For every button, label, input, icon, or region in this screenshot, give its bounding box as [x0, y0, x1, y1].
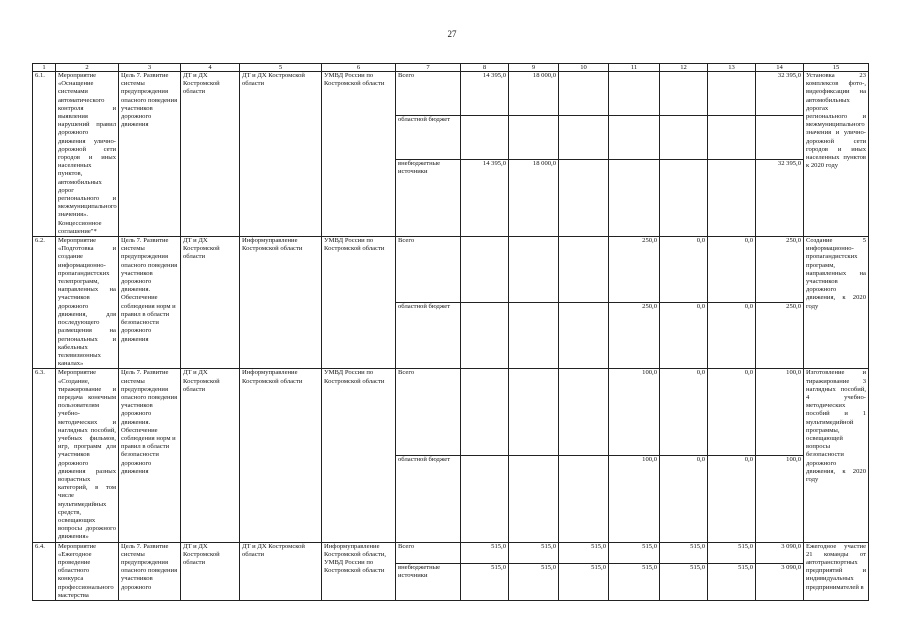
value-cell — [559, 160, 609, 237]
executor-cell: Информуправление Костромской области — [240, 369, 322, 542]
value-cell: 515,0 — [708, 542, 756, 563]
total-cell: 100,0 — [756, 455, 804, 542]
total-cell: 32 395,0 — [756, 72, 804, 116]
value-cell — [609, 116, 660, 160]
value-cell: 250,0 — [609, 303, 660, 369]
value-cell: 0,0 — [660, 455, 708, 542]
value-cell — [559, 303, 609, 369]
value-cell — [509, 369, 559, 456]
header-cell: 15 — [804, 64, 869, 72]
goal-cell: Цель 7. Развитие системы предупреждения опасного поведения участников дорожного движения. Обеспечение соблюдения норм и правил в области безопасности дорожного движения — [119, 237, 181, 369]
value-cell: 0,0 — [660, 303, 708, 369]
executor-cell: ДТ и ДХ Костромской области — [240, 72, 322, 237]
executor-cell: Информуправление Костромской области — [240, 237, 322, 369]
table-row — [33, 369, 869, 456]
value-cell — [461, 116, 509, 160]
value-cell — [660, 116, 708, 160]
value-cell — [509, 303, 559, 369]
value-cell: 515,0 — [609, 542, 660, 563]
value-cell: 0,0 — [708, 455, 756, 542]
result-cell: Ежегодное участие 21 команды от автотранспортных предприятий и индивидуальных предпринимателей в — [804, 542, 869, 600]
goal-cell: Цель 7. Развитие системы предупреждения опасного поведения участников дорожного движения. Обеспечение соблюдения норм и правил в области безопасности дорожного движения — [119, 369, 181, 542]
value-cell — [708, 160, 756, 237]
result-cell: Создание 5 информационно-пропагандистских программ, направленных на участников дорожного движения, к 2020 году — [804, 237, 869, 369]
table-row — [33, 237, 869, 303]
header-cell: 9 — [509, 64, 559, 72]
header-cell: 4 — [181, 64, 240, 72]
source-cell: Всего — [396, 542, 461, 563]
value-cell — [509, 116, 559, 160]
header-cell: 13 — [708, 64, 756, 72]
source-cell: Всего — [396, 369, 461, 456]
result-cell: Изготовление и тиражирование 3 наглядных пособий, 4 учебно-методических пособий и 1 мультимедийной программы, освещающей вопросы безопасности дорожного движения, к 2020 году — [804, 369, 869, 542]
coordinator-cell: ДТ и ДХ Костромской области — [181, 369, 240, 542]
source-cell: областной бюджет — [396, 303, 461, 369]
value-cell: 0,0 — [708, 369, 756, 456]
participant-cell: Информуправление Костромской области, УМВД России по Костромской области — [322, 542, 396, 600]
value-cell: 18 000,0 — [509, 72, 559, 116]
value-cell: 515,0 — [708, 563, 756, 600]
table-row — [33, 542, 869, 563]
value-cell: 515,0 — [509, 542, 559, 563]
value-cell: 0,0 — [708, 303, 756, 369]
source-cell: областной бюджет — [396, 455, 461, 542]
value-cell — [461, 455, 509, 542]
value-cell: 0,0 — [708, 237, 756, 303]
total-cell — [756, 116, 804, 160]
total-cell: 3 090,0 — [756, 542, 804, 563]
row-number: 6.4. — [33, 542, 56, 600]
event-cell: Мероприятие «Ежегодное проведение областного конкурса профессионального мастерства — [56, 542, 119, 600]
value-cell: 250,0 — [609, 237, 660, 303]
goal-cell: Цель 7. Развитие системы предупреждения опасного поведения участников дорожного движения — [119, 72, 181, 237]
value-cell — [559, 237, 609, 303]
participant-cell: УМВД России по Костромской области — [322, 369, 396, 542]
result-cell: Установка 23 комплексов фото-, видеофиксации на автомобильных дорогах регионального и межмуниципального значения и улично-дорожной сети городов и иных населенных пунктов к 2020 году — [804, 72, 869, 237]
event-cell: Мероприятие «Подготовка и создание информационно-пропагандистских телепрограмм, направленных на участников дорожного движения, для последующего размещения на региональных и кабельных телевизионных каналах» — [56, 237, 119, 369]
source-cell: областной бюджет — [396, 116, 461, 160]
value-cell — [461, 237, 509, 303]
source-cell: внебюджетные источники — [396, 160, 461, 237]
source-cell: Всего — [396, 72, 461, 116]
value-cell: 18 000,0 — [509, 160, 559, 237]
event-cell: Мероприятие «Создание, тиражирование и передача конечным пользователям учебно-методических и наглядных пособий, учебных фильмов, игр, программ для участников дорожного движения разных возрастных категорий, в том числе мультимедийных средств, освещающих вопросы дорожного движения» — [56, 369, 119, 542]
total-cell: 3 090,0 — [756, 563, 804, 600]
table-row — [33, 72, 869, 116]
header-row — [33, 64, 869, 72]
row-number: 6.3. — [33, 369, 56, 542]
executor-cell: ДТ и ДХ Костромской области — [240, 542, 322, 600]
value-cell — [461, 369, 509, 456]
header-cell: 12 — [660, 64, 708, 72]
value-cell: 515,0 — [461, 542, 509, 563]
total-cell: 100,0 — [756, 369, 804, 456]
value-cell: 515,0 — [559, 542, 609, 563]
total-cell: 250,0 — [756, 237, 804, 303]
page-number: 27 — [447, 29, 457, 39]
value-cell — [609, 160, 660, 237]
goal-cell: Цель 7. Развитие системы предупреждения опасного поведения участников дорожного — [119, 542, 181, 600]
total-cell: 32 395,0 — [756, 160, 804, 237]
row-number: 6.1. — [33, 72, 56, 237]
header-cell: 2 — [56, 64, 119, 72]
value-cell: 14 395,0 — [461, 72, 509, 116]
coordinator-cell: ДТ и ДХ Костромской области — [181, 542, 240, 600]
value-cell: 0,0 — [660, 369, 708, 456]
value-cell — [559, 369, 609, 456]
header-cell: 10 — [559, 64, 609, 72]
value-cell: 515,0 — [559, 563, 609, 600]
coordinator-cell: ДТ и ДХ Костромской области — [181, 72, 240, 237]
value-cell — [708, 72, 756, 116]
participant-cell: УМВД России по Костромской области — [322, 72, 396, 237]
header-cell: 14 — [756, 64, 804, 72]
participant-cell: УМВД России по Костромской области — [322, 237, 396, 369]
value-cell — [509, 237, 559, 303]
source-cell: внебюджетные источники — [396, 563, 461, 600]
value-cell: 0,0 — [660, 237, 708, 303]
value-cell — [559, 72, 609, 116]
value-cell: 515,0 — [660, 563, 708, 600]
header-cell: 1 — [33, 64, 56, 72]
value-cell — [559, 116, 609, 160]
event-cell: Мероприятие «Оснащение системами автоматического контроля и выявления нарушений правил дорожного движения улично-дорожной сети городов и иных населенных пунктов, автомобильных дорог регионального и межмуниципального значения». Концессионное соглашение"* — [56, 72, 119, 237]
value-cell — [559, 455, 609, 542]
value-cell: 100,0 — [609, 455, 660, 542]
total-cell: 250,0 — [756, 303, 804, 369]
value-cell — [660, 72, 708, 116]
value-cell — [509, 455, 559, 542]
header-cell: 5 — [240, 64, 322, 72]
value-cell — [708, 116, 756, 160]
program-table — [32, 63, 869, 601]
row-number: 6.2. — [33, 237, 56, 369]
value-cell: 515,0 — [509, 563, 559, 600]
value-cell — [461, 303, 509, 369]
value-cell — [609, 72, 660, 116]
value-cell — [660, 160, 708, 237]
header-cell: 11 — [609, 64, 660, 72]
value-cell: 100,0 — [609, 369, 660, 456]
header-cell: 8 — [461, 64, 509, 72]
header-cell: 3 — [119, 64, 181, 72]
value-cell: 515,0 — [461, 563, 509, 600]
value-cell: 14 395,0 — [461, 160, 509, 237]
value-cell: 515,0 — [660, 542, 708, 563]
header-cell: 7 — [396, 64, 461, 72]
value-cell: 515,0 — [609, 563, 660, 600]
coordinator-cell: ДТ и ДХ Костромской области — [181, 237, 240, 369]
header-cell: 6 — [322, 64, 396, 72]
source-cell: Всего — [396, 237, 461, 303]
